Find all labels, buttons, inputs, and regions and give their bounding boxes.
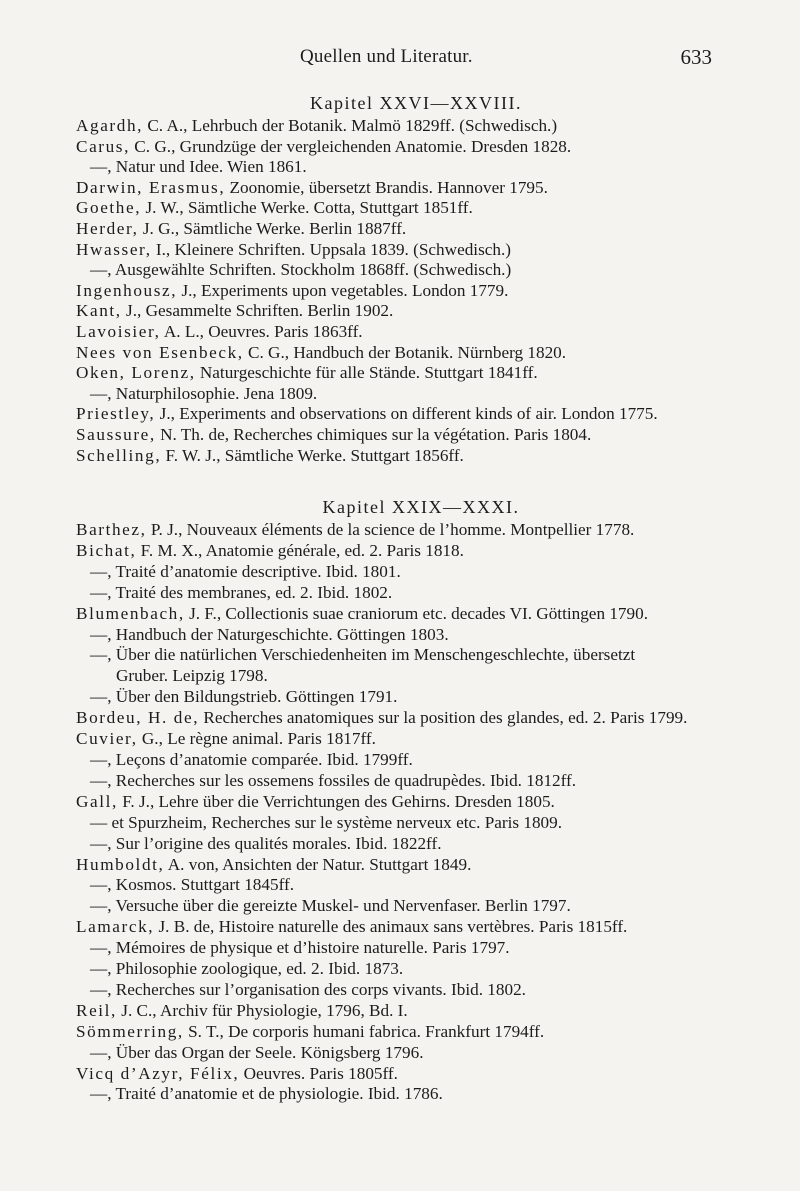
entry-text: —, Leçons d’anatomie comparée. Ibid. 1799ff. <box>90 749 413 769</box>
header-title: Quellen und Literatur. <box>300 46 473 67</box>
page-number: 633 <box>680 45 712 69</box>
bibliography-entry <box>76 157 736 178</box>
entry-text: F. M. X., Anatomie générale, ed. 2. Paris 1818. <box>136 540 464 560</box>
entry-text: J., Gesammelte Schriften. Berlin 1902. <box>121 301 394 321</box>
entry-text: G., Le règne animal. Paris 1817ff. <box>137 729 376 749</box>
bibliography-entry <box>76 1001 736 1022</box>
entry-author: Cuvier, <box>76 729 138 749</box>
entry-text: —, Recherches sur l’organisation des corps vivants. Ibid. 1802. <box>90 979 526 999</box>
bibliography-entry <box>76 425 736 446</box>
entry-text: J. W., Sämtliche Werke. Cotta, Stuttgart 1851ff. <box>141 198 473 218</box>
entry-text: —, Über die natürlichen Verschiedenheiten im Menschengeschlechte, übersetzt <box>90 645 636 665</box>
entry-text: J., Experiments upon vegetables. London 1779. <box>177 280 509 300</box>
entry-text: J., Experiments and observations on different kinds of air. London 1775. <box>155 404 658 424</box>
bibliography-entry <box>76 708 736 729</box>
entry-author: Barthez, <box>76 520 147 539</box>
bibliography-entry <box>76 896 736 917</box>
entry-author: Kant, <box>76 301 122 321</box>
bibliography-entry <box>76 980 736 1001</box>
bibliography-entry <box>76 363 736 384</box>
bibliography-entry <box>76 645 736 666</box>
entry-text: P. J., Nouveaux éléments de la science de l’homme. Montpellier 1778. <box>146 520 635 539</box>
bibliography-entry <box>76 1064 736 1085</box>
chapter-heading: Kapitel XXIX—XXXI. <box>322 497 520 517</box>
section-kapitel-29-31 <box>76 494 736 1105</box>
entry-author: Priestley, <box>76 404 156 424</box>
bibliography-entry <box>76 938 736 959</box>
entry-text: —, Traité d’anatomie descriptive. Ibid. 1801. <box>90 561 401 581</box>
bibliography-entry <box>76 343 736 364</box>
entry-text: —, Mémoires de physique et d’histoire naturelle. Paris 1797. <box>90 938 510 958</box>
entry-author: Darwin, Erasmus, <box>76 177 226 197</box>
bibliography-entry <box>76 583 736 604</box>
entry-text: F. J., Lehre über die Verrichtungen des Gehirns. Dresden 1805. <box>117 791 555 811</box>
bibliography-entry <box>76 855 736 876</box>
entry-text: Recherches anatomiques sur la position des glandes, ed. 2. Paris 1799. <box>199 708 688 728</box>
bibliography-entry <box>76 260 736 281</box>
entry-text: —, Traité d’anatomie et de physiologie. Ibid. 1786. <box>90 1084 443 1104</box>
entry-text: —, Über das Organ der Seele. Königsberg 1796. <box>90 1042 424 1062</box>
entry-author: Lavoisier, <box>76 321 161 341</box>
entry-text: —, Versuche über die gereizte Muskel- und Nervenfaser. Berlin 1797. <box>90 896 571 916</box>
entry-text: A. von, Ansichten der Natur. Stuttgart 1849. <box>164 854 472 874</box>
entry-author: Reil, <box>76 1000 117 1020</box>
bibliography-entry <box>76 1084 736 1105</box>
bibliography-entry <box>76 771 736 792</box>
entry-text: A. L., Oeuvres. Paris 1863ff. <box>160 321 363 341</box>
entry-author: Goethe, <box>76 198 142 218</box>
entry-text: —, Sur l’origine des qualités morales. Ibid. 1822ff. <box>90 833 442 853</box>
bibliography-entry <box>76 917 736 938</box>
bibliography-entry <box>76 562 736 583</box>
entry-author: Schelling, <box>76 445 162 465</box>
entry-text: — et Spurzheim, Recherches sur le système nerveux etc. Paris 1809. <box>90 812 563 832</box>
entry-author: Nees von Esenbeck, <box>76 342 244 362</box>
bibliography-entry <box>76 520 736 541</box>
bibliography-entry <box>76 322 736 343</box>
entry-text: J. B. de, Histoire naturelle des animaux sans vertèbres. Paris 1815ff. <box>154 917 628 937</box>
entry-author: Sömmerring, <box>76 1021 184 1041</box>
entry-text: —, Ausgewählte Schriften. Stockholm 1868ff. (Schwedisch.) <box>90 260 512 280</box>
entry-author: Hwasser, <box>76 239 152 259</box>
bibliography-entry <box>76 198 736 219</box>
bibliography-list <box>76 520 736 1105</box>
entry-text: Zoonomie, übersetzt Brandis. Hannover 1795. <box>225 177 548 197</box>
entry-text: J. F., Collectionis suae craniorum etc. decades VI. Göttingen 1790. <box>184 603 649 623</box>
bibliography-entry <box>76 687 736 708</box>
entry-author: Vicq d’Azyr, Félix, <box>76 1063 240 1083</box>
bibliography-list <box>76 116 736 466</box>
bibliography-entry <box>76 875 736 896</box>
bibliography-entry <box>76 137 736 158</box>
bibliography-entry <box>76 750 736 771</box>
chapter-heading: Kapitel XXVI—XXVIII. <box>310 93 522 113</box>
bibliography-entry <box>76 219 736 240</box>
entry-author: Carus, <box>76 136 130 156</box>
entry-author: Herder, <box>76 218 139 238</box>
entry-text: Naturgeschichte für alle Stände. Stuttgart 1841ff. <box>195 363 538 383</box>
entry-text: Gruber. Leipzig 1798. <box>116 666 268 686</box>
bibliography-entry <box>76 541 736 562</box>
entry-text: C. G., Grundzüge der vergleichenden Anatomie. Dresden 1828. <box>130 136 572 156</box>
entry-text: C. A., Lehrbuch der Botanik. Malmö 1829ff. (Schwedisch.) <box>143 116 558 135</box>
entry-text: —, Handbuch der Naturgeschichte. Göttingen 1803. <box>90 624 449 644</box>
entry-text: F. W. J., Sämtliche Werke. Stuttgart 1856ff. <box>161 445 464 465</box>
bibliography-entry <box>76 834 736 855</box>
bibliography-entry <box>76 1043 736 1064</box>
bibliography-entry <box>76 301 736 322</box>
bibliography-entry <box>76 281 736 302</box>
bibliography-entry <box>76 625 736 646</box>
bibliography-entry-continuation <box>76 666 736 687</box>
entry-author: Oken, Lorenz, <box>76 363 196 383</box>
bibliography-entry <box>76 604 736 625</box>
bibliography-entry <box>76 792 736 813</box>
entry-text: —, Kosmos. Stuttgart 1845ff. <box>90 875 295 895</box>
entry-author: Saussure, <box>76 424 156 444</box>
entry-text: J. C., Archiv für Physiologie, 1796, Bd. I. <box>116 1000 408 1020</box>
entry-text: C. G., Handbuch der Botanik. Nürnberg 1820. <box>243 342 567 362</box>
bibliography-entry <box>76 178 736 199</box>
bibliography-entry <box>76 959 736 980</box>
bibliography-entry <box>76 116 736 137</box>
running-header <box>300 46 712 76</box>
bibliography-entry <box>76 1022 736 1043</box>
entry-author: Bordeu, H. de, <box>76 708 200 728</box>
entry-text: —, Über den Bildungstrieb. Göttingen 1791. <box>90 687 398 707</box>
entry-author: Gall, <box>76 791 118 811</box>
bibliography-entry <box>76 404 736 425</box>
entry-text: —, Traité des membranes, ed. 2. Ibid. 1802. <box>90 582 393 602</box>
bibliography-entry <box>76 384 736 405</box>
entry-author: Bichat, <box>76 540 137 560</box>
section-kapitel-26-28 <box>76 90 736 466</box>
bibliography-entry <box>76 813 736 834</box>
bibliography-entry <box>76 729 736 750</box>
bibliography-entry <box>76 446 736 467</box>
entry-author: Lamarck, <box>76 917 155 937</box>
entry-text: —, Natur und Idee. Wien 1861. <box>90 157 307 177</box>
entry-text: Oeuvres. Paris 1805ff. <box>239 1063 398 1083</box>
entry-text: N. Th. de, Recherches chimiques sur la végétation. Paris 1804. <box>155 424 592 444</box>
entry-text: —, Naturphilosophie. Jena 1809. <box>90 383 318 403</box>
entry-text: I., Kleinere Schriften. Uppsala 1839. (Schwedisch.) <box>151 239 511 259</box>
entry-author: Agardh, <box>76 116 144 135</box>
entry-author: Humboldt, <box>76 854 165 874</box>
entry-text: —, Philosophie zoologique, ed. 2. Ibid. 1873. <box>90 959 404 979</box>
entry-text: J. G., Sämtliche Werke. Berlin 1887ff. <box>138 218 407 238</box>
entry-text: —, Recherches sur les ossemens fossiles de quadrupèdes. Ibid. 1812ff. <box>90 770 577 790</box>
entry-author: Ingenhousz, <box>76 280 178 300</box>
entry-text: S. T., De corporis humani fabrica. Frankfurt 1794ff. <box>183 1021 545 1041</box>
bibliography-entry <box>76 240 736 261</box>
entry-author: Blumenbach, <box>76 603 185 623</box>
